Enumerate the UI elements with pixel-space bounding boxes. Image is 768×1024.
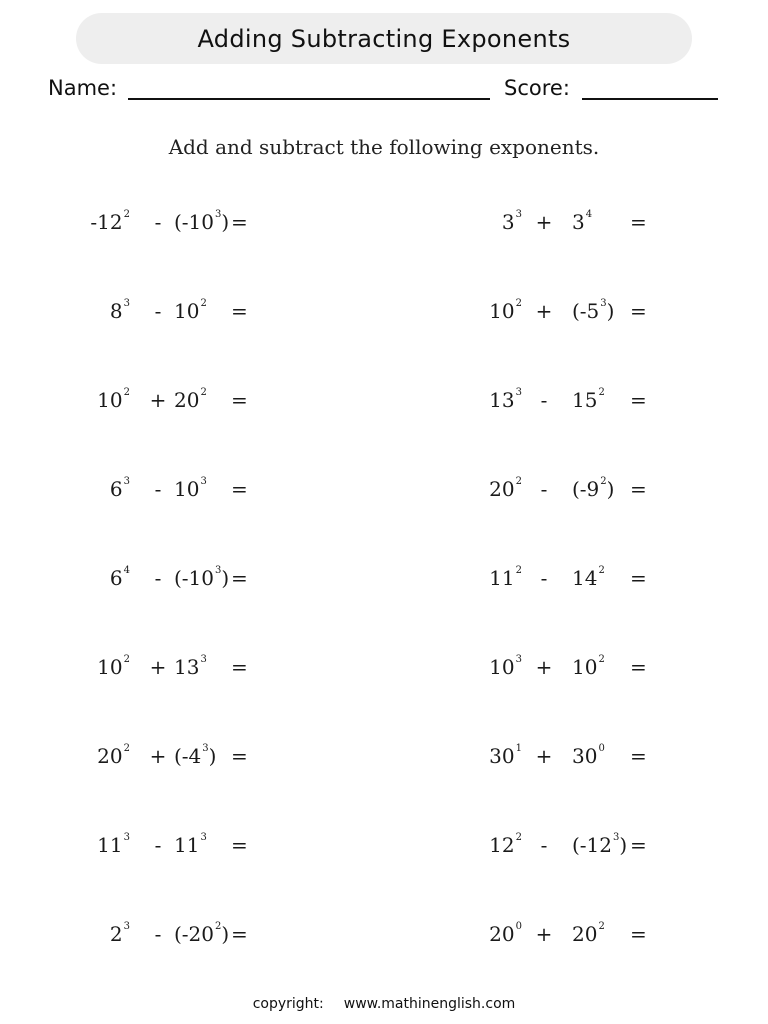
problem-row xyxy=(0,734,768,774)
exponent: 2 xyxy=(598,654,605,665)
first-term xyxy=(97,655,130,679)
operator: - xyxy=(540,477,548,501)
exponent: 2 xyxy=(598,921,605,932)
first-term xyxy=(97,388,130,412)
problem-row xyxy=(0,645,768,685)
exponent: 2 xyxy=(598,387,605,398)
exponent: 3 xyxy=(613,832,620,843)
equals-sign: = xyxy=(231,388,248,412)
second-term xyxy=(572,655,605,679)
base: (-9 xyxy=(572,477,600,501)
second-term xyxy=(572,744,605,768)
worksheet-title: Adding Subtracting Exponents xyxy=(197,24,571,53)
problem-left xyxy=(60,200,260,240)
second-term xyxy=(572,477,614,501)
problem-left xyxy=(60,734,260,774)
base: 20 xyxy=(489,922,515,946)
copyright-label: copyright: xyxy=(252,996,324,1012)
first-term xyxy=(90,210,130,234)
equals-sign: = xyxy=(630,477,647,501)
exponent: 3 xyxy=(123,921,130,932)
closing-paren: ) xyxy=(619,833,628,857)
exponent: 2 xyxy=(215,921,222,932)
base: 20 xyxy=(489,477,515,501)
exponent: 3 xyxy=(515,387,522,398)
base: 10 xyxy=(174,477,200,501)
equals-sign: = xyxy=(630,299,647,323)
operator: - xyxy=(154,210,162,234)
exponent: 3 xyxy=(200,476,207,487)
base: 11 xyxy=(97,833,123,857)
exponent: 2 xyxy=(600,476,607,487)
operator: + xyxy=(535,655,553,679)
exponent: 4 xyxy=(123,565,130,576)
score-blank[interactable] xyxy=(582,98,718,100)
operator: - xyxy=(540,566,548,590)
base: 13 xyxy=(489,388,515,412)
operator: + xyxy=(535,922,553,946)
problem-left xyxy=(60,467,260,507)
base: 10 xyxy=(97,388,123,412)
exponent: 0 xyxy=(515,921,522,932)
base: 12 xyxy=(489,833,515,857)
equals-sign: = xyxy=(630,655,647,679)
footer xyxy=(0,996,768,1012)
problem-left xyxy=(60,645,260,685)
problem-row xyxy=(0,378,768,418)
base: 3 xyxy=(572,210,585,234)
operator: + xyxy=(535,210,553,234)
title-banner xyxy=(76,13,692,64)
equals-sign: = xyxy=(231,566,248,590)
base: 6 xyxy=(109,477,123,501)
second-term xyxy=(174,299,207,323)
exponent: 2 xyxy=(200,298,207,309)
exponent: 2 xyxy=(123,743,130,754)
problem-right xyxy=(460,289,660,329)
second-term xyxy=(174,922,229,946)
closing-paren: ) xyxy=(606,477,615,501)
equals-sign: = xyxy=(231,655,248,679)
second-term xyxy=(174,744,216,768)
closing-paren: ) xyxy=(221,922,230,946)
base: 10 xyxy=(97,655,123,679)
base: (-4 xyxy=(174,744,202,768)
problem-right xyxy=(460,200,660,240)
operator: - xyxy=(154,299,162,323)
first-term xyxy=(97,744,130,768)
problem-row xyxy=(0,556,768,596)
exponent: 2 xyxy=(515,832,522,843)
base: 30 xyxy=(489,744,515,768)
equals-sign: = xyxy=(231,299,248,323)
base: 10 xyxy=(489,655,515,679)
exponent: 3 xyxy=(200,832,207,843)
operator: + xyxy=(535,299,553,323)
operator: + xyxy=(149,655,167,679)
base: 2 xyxy=(109,922,123,946)
second-term xyxy=(174,655,207,679)
second-term xyxy=(174,833,207,857)
exponent: 3 xyxy=(123,298,130,309)
operator: - xyxy=(540,833,548,857)
first-term xyxy=(489,566,522,590)
operator: - xyxy=(154,566,162,590)
base: 6 xyxy=(109,566,123,590)
base: 8 xyxy=(109,299,123,323)
problem-row xyxy=(0,823,768,863)
base: -12 xyxy=(90,210,123,234)
exponent: 3 xyxy=(515,209,522,220)
problem-left xyxy=(60,378,260,418)
second-term xyxy=(174,388,207,412)
exponent: 3 xyxy=(600,298,607,309)
base: 14 xyxy=(572,566,598,590)
operator: - xyxy=(540,388,548,412)
exponent: 0 xyxy=(598,743,605,754)
exponent: 3 xyxy=(123,476,130,487)
second-term xyxy=(572,922,605,946)
second-term xyxy=(174,210,229,234)
exponent: 4 xyxy=(585,209,593,220)
base: 10 xyxy=(572,655,598,679)
first-term xyxy=(110,299,130,323)
second-term xyxy=(572,566,605,590)
equals-sign: = xyxy=(630,833,647,857)
problem-row xyxy=(0,289,768,329)
first-term xyxy=(489,388,522,412)
equals-sign: = xyxy=(231,477,248,501)
equals-sign: = xyxy=(630,210,647,234)
base: (-5 xyxy=(572,299,600,323)
base: (-10 xyxy=(174,566,215,590)
exponent: 3 xyxy=(123,832,130,843)
exponent: 2 xyxy=(123,387,130,398)
first-term xyxy=(110,922,130,946)
first-term xyxy=(97,833,130,857)
operator: + xyxy=(535,744,553,768)
problem-left xyxy=(60,556,260,596)
base: 20 xyxy=(572,922,598,946)
base: (-10 xyxy=(174,210,215,234)
instructions: Add and subtract the following exponents. xyxy=(168,135,600,159)
exponent: 3 xyxy=(215,565,222,576)
second-term xyxy=(174,566,229,590)
base: 30 xyxy=(572,744,598,768)
first-term xyxy=(489,655,522,679)
equals-sign: = xyxy=(231,833,248,857)
base: 15 xyxy=(572,388,598,412)
base: 10 xyxy=(489,299,515,323)
second-term xyxy=(572,833,627,857)
operator: - xyxy=(154,477,162,501)
problem-right xyxy=(460,467,660,507)
first-term xyxy=(502,210,522,234)
first-term xyxy=(489,744,522,768)
exponent: 2 xyxy=(515,565,522,576)
base: (-20 xyxy=(174,922,215,946)
second-term xyxy=(572,210,592,234)
problem-right xyxy=(460,823,660,863)
exponent: 2 xyxy=(515,476,522,487)
problem-left xyxy=(60,912,260,952)
problem-left xyxy=(60,823,260,863)
problem-row xyxy=(0,467,768,507)
base: (-12 xyxy=(572,833,613,857)
operator: + xyxy=(149,388,167,412)
website-link: www.mathinenglish.com xyxy=(343,996,516,1012)
base: 11 xyxy=(489,566,515,590)
closing-paren: ) xyxy=(208,744,217,768)
problem-row xyxy=(0,200,768,240)
base: 20 xyxy=(97,744,123,768)
name-blank[interactable] xyxy=(128,98,490,100)
first-term xyxy=(110,477,130,501)
equals-sign: = xyxy=(630,922,647,946)
problem-right xyxy=(460,912,660,952)
exponent: 1 xyxy=(515,743,522,754)
name-label: Name: xyxy=(48,76,118,100)
problem-row xyxy=(0,912,768,952)
second-term xyxy=(174,477,207,501)
exponent: 2 xyxy=(515,298,522,309)
base: 10 xyxy=(174,299,200,323)
problem-right xyxy=(460,378,660,418)
exponent: 3 xyxy=(215,209,222,220)
operator: - xyxy=(154,922,162,946)
exponent: 2 xyxy=(598,565,605,576)
operator: - xyxy=(154,833,162,857)
equals-sign: = xyxy=(231,744,248,768)
second-term xyxy=(572,388,605,412)
second-term xyxy=(572,299,614,323)
base: 3 xyxy=(501,210,515,234)
first-term xyxy=(110,566,130,590)
exponent: 2 xyxy=(123,654,130,665)
exponent: 3 xyxy=(202,743,209,754)
closing-paren: ) xyxy=(221,210,230,234)
equals-sign: = xyxy=(231,210,248,234)
name-score-row xyxy=(48,72,724,106)
equals-sign: = xyxy=(630,744,647,768)
exponent: 2 xyxy=(200,387,207,398)
equals-sign: = xyxy=(630,388,647,412)
first-term xyxy=(489,833,522,857)
first-term xyxy=(489,922,522,946)
problem-left xyxy=(60,289,260,329)
base: 20 xyxy=(174,388,200,412)
closing-paren: ) xyxy=(606,299,615,323)
first-term xyxy=(489,477,522,501)
closing-paren: ) xyxy=(221,566,230,590)
base: 13 xyxy=(174,655,200,679)
exponent: 3 xyxy=(515,654,522,665)
score-label: Score: xyxy=(504,76,570,100)
base: 11 xyxy=(174,833,200,857)
first-term xyxy=(489,299,522,323)
exponent: 2 xyxy=(123,209,130,220)
operator: + xyxy=(149,744,167,768)
problem-right xyxy=(460,645,660,685)
problem-right xyxy=(460,556,660,596)
equals-sign: = xyxy=(231,922,248,946)
equals-sign: = xyxy=(630,566,647,590)
problem-right xyxy=(460,734,660,774)
exponent: 3 xyxy=(200,654,207,665)
